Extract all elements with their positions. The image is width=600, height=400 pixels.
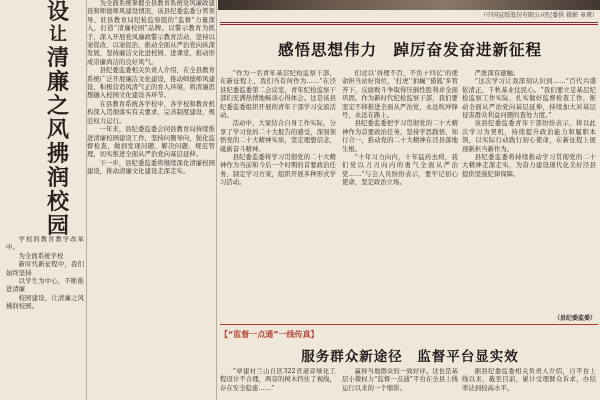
paragraph: 新时代新征程中，我们始终坚持 [6, 261, 84, 277]
article2-column-1 [220, 368, 336, 400]
headline-char: 清 [46, 45, 69, 71]
column-divider [216, 0, 217, 400]
headline-char: 润 [46, 165, 69, 191]
headline-char: 园 [46, 213, 69, 239]
article-byline: （县纪委监委） [553, 315, 596, 322]
rule-line [220, 24, 598, 25]
paragraph: 为全面系统学校 [18, 252, 64, 260]
headline-char: 拂 [46, 141, 69, 167]
left-body-text [6, 236, 84, 400]
headline-char: 设 [46, 0, 69, 25]
article2-column-2 [342, 368, 458, 400]
paragraph: 赢得当地群众的一致好评。这也是基层小微权力“监督一点通”平台在全县上线运行以来的一个缩影。 [342, 368, 458, 392]
paragraph: “十年习力向内，十年猛药去疴，我们党以刀刃向内的勇气全面从严治党……”与会人员纷纷表示，要牢记初心使命，坚定政治立场。 [342, 154, 458, 187]
paragraph: 校园建设，让清廉之风拂润校园。 [6, 294, 84, 311]
paragraph: 活动中，大家结合自身工作实际，分享了学习党的二十大报告的感受，深刻领悟党的二十大精神实质，坚定理想信念，砥砺奋斗精神。 [220, 120, 336, 153]
section-label: 【“监督一点通”一线传真】 [220, 330, 319, 339]
headline-char: 之 [46, 93, 69, 119]
paragraph: 该县纪委监委青年干部纷纷表示，将以此次学习为契机，持续提升政治能力和履职本领，以实际行动践行初心使命，在新征程上展现新担当新作为。 [462, 120, 596, 153]
headline-char: 让 [49, 24, 67, 45]
article-headline-2: 服务群众新途径 监督平台显实效 [301, 349, 519, 365]
section-rule [220, 324, 598, 325]
paragraph: 为全面系统掌握全县教育系统党风廉政建设和师德师风建设情况，该县纪委监委分管领导、驻县教育局纪检监察组的“监督”力量深入，打造“清廉校园”品牌。以警示教育为抓手，深入开展党风廉政警示教育活动，坚持以案促改、以案促治，推动全面从严治党向纵深发展，坚持廉洁文化进校园、进课堂，推动形成崇廉尚洁的良好风气。 [87, 0, 215, 66]
article2-column-3 [462, 368, 596, 400]
paragraph: 一年来，县纪委监委会同县教育局持续推进清廉校园建设工作，坚持问题导向，强化监督检查，做到发现问题、解决问题、规范管理，切实推进全面从严治党向基层延伸。 [87, 126, 215, 159]
paragraph: 学校的教育教学改革中。 [6, 236, 84, 252]
left-column [0, 0, 86, 400]
paragraph: 县纪委监委相关负责人介绍，在全县教育系统广泛开展廉洁文化建设，推动师德师风建设，积极营造风清气正的育人环境，将清廉思想融入校园文化建设各环节。 [87, 67, 215, 100]
paragraph: 县纪委监委将持续推动学习贯彻党的二十大精神走深走实，为奋力建设现代化美好泾县提供坚强纪律保障。 [462, 154, 596, 178]
rule-line [220, 22, 598, 23]
middle-column [87, 0, 215, 400]
paragraph: 下一步，县纪委监委将继续深化清廉校园建设，推动清廉文化建设走深走实。 [87, 159, 215, 176]
paragraph: 以学生为中心，不断推进清廉 [6, 278, 84, 294]
headline-char: 校 [46, 189, 69, 215]
paragraph: 们竞以‘得理不百，不负十四亿’的使命担当站好岗位，‘打虎’‘拍蝇’‘猎狐’多管齐下，反腐败斗争取得压倒性胜利并全面巩固。作为新时代纪检监察干部，我们要坚定不移推进全面从严治党，永远吹冲锋号，永远在路上。 [342, 70, 458, 120]
headline-char: 廉 [46, 69, 69, 95]
paragraph: 县纪委监委将学习贯彻党的二十大精神作为当前和今后一个时期的首要政治任务，制定学习方案，组织开展多种形式学习活动。 [220, 154, 336, 187]
paragraph: 据县纪委监委相关负责人介绍，自平台上线以来，截至目前，累计受理群众诉求，办结率达到较高水平。 [462, 368, 596, 392]
article-column-1 [220, 70, 336, 310]
paragraph: 县纪委监委把学习贯彻党的二十大精神作为首要政治任务，坚持学思践悟、知行合一，推动党的二十大精神在泾县落地生根。 [342, 120, 458, 153]
article-column-3 [462, 70, 596, 310]
paragraph: “这次学习让我深刻认识到……”百代兴盛依清正，千秋基业仗民心。“我们要立足基层纪检监察工作实际，扎实做好监督检查工作，推动全面从严治党向基层延伸，持续加大对基层侵害群众利益问题的查处力度。” [462, 78, 596, 120]
paragraph: “作为一名青年基层纪检监察干部，在新征程上，我们当有何作为……”在泾县纪委监委第二会议室，青年纪检监察干部们充满热情地畅谈心得体会。这是该县纪委监委组织开展的青年干部学习交流活动。 [220, 70, 336, 120]
news-photo [218, 0, 600, 10]
paragraph: 严派深有感触。 [474, 70, 520, 77]
vertical-headline [40, 0, 76, 239]
article-column-2 [342, 70, 458, 310]
paragraph: “章建村兰山自区322省道旁绿化工程设计不合理，两旁的树木挡住了视线，存在安全隐患……” [220, 368, 336, 392]
article-headline: 感悟思想伟力 踔厉奋发奋进新征程 [277, 41, 542, 59]
paragraph: 在县教育系统各学校中，各学校和教育机构深入贯彻落实有关要求，完善制度建设，规范权力运行。 [87, 100, 215, 125]
photo-caption: （中国宣纸股份有限公司纪委供 摄影 章瑾） [480, 12, 598, 19]
headline-char: 风 [46, 117, 69, 143]
